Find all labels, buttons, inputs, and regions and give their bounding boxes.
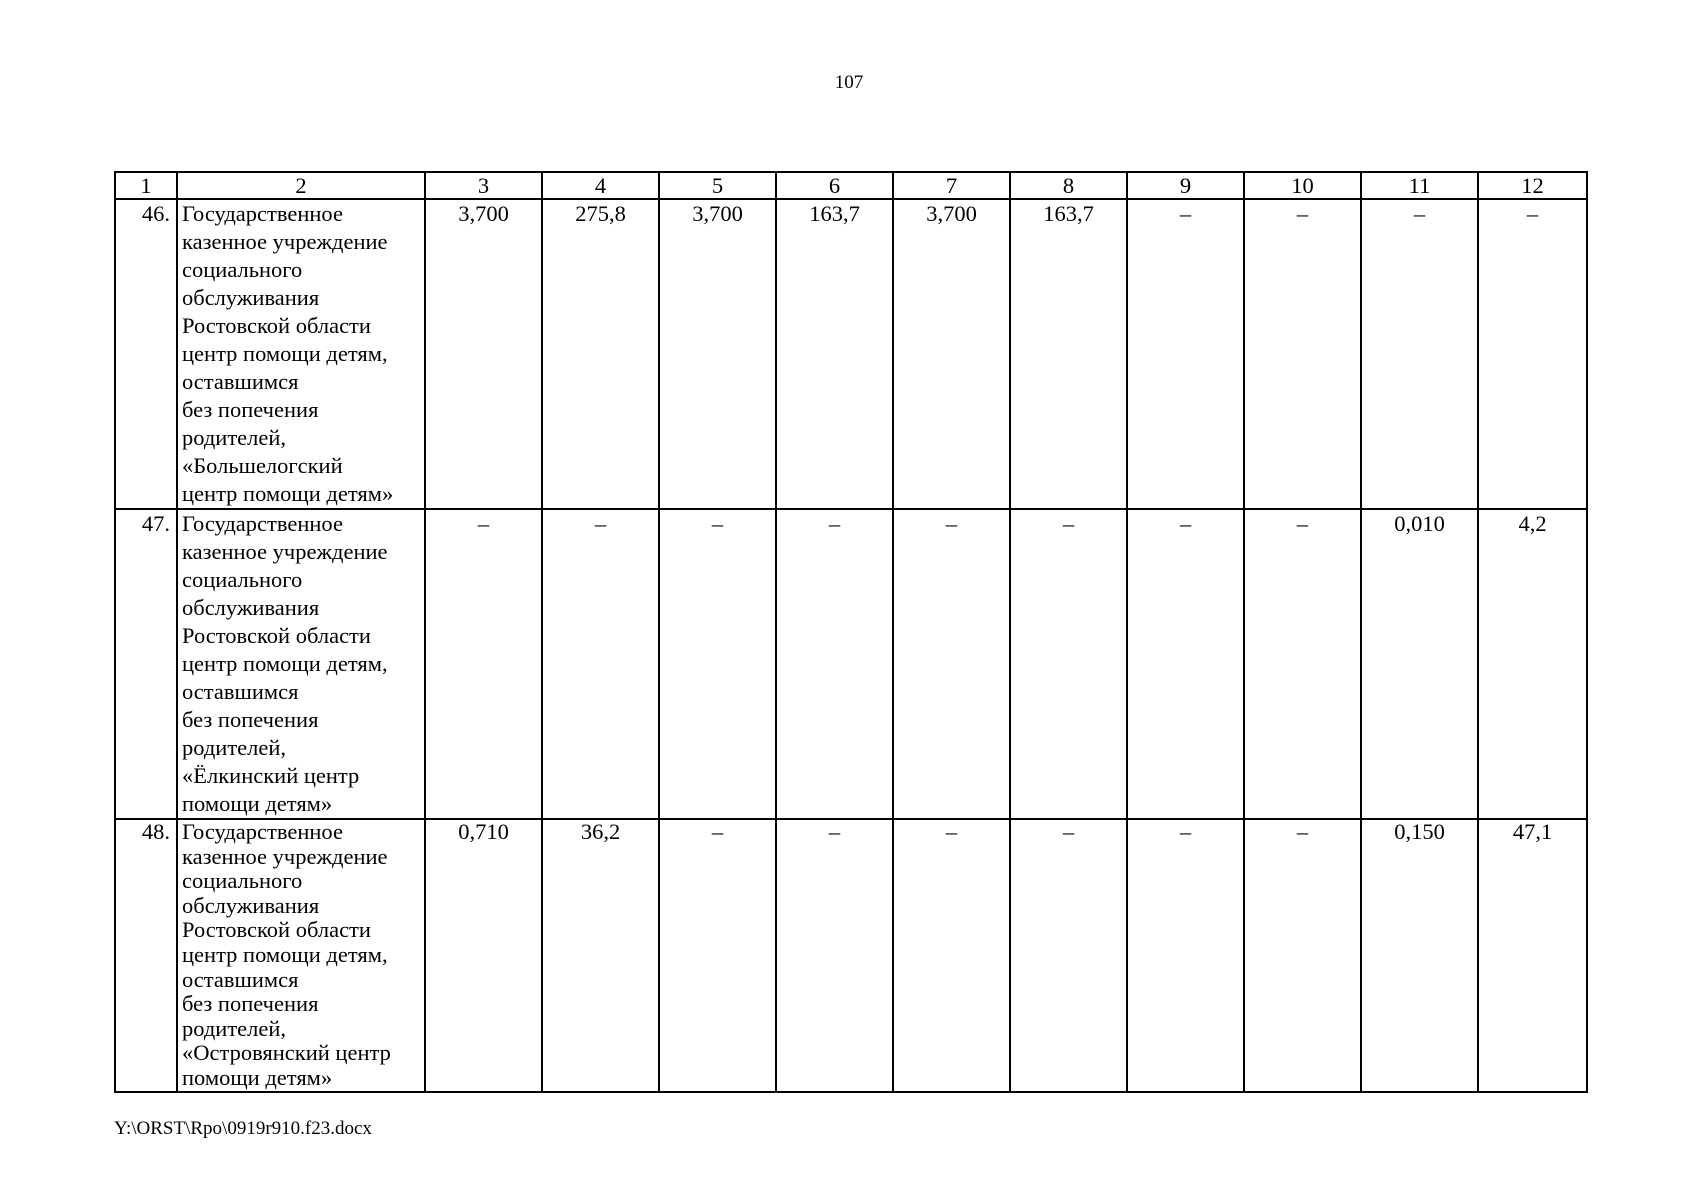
name-line: Государственное	[182, 201, 343, 226]
column-header: 11	[1361, 172, 1478, 199]
row-number: 48.	[115, 819, 177, 1092]
value-cell: –	[1127, 509, 1244, 819]
file-path-footer: Y:\ORST\Rpo\0919r910.f23.docx	[114, 1118, 372, 1139]
table-row	[115, 199, 1587, 509]
value-cell: –	[776, 509, 893, 819]
value-cell: –	[893, 819, 1010, 1092]
institution-name	[177, 199, 425, 509]
value-cell: –	[1244, 819, 1361, 1092]
value-cell: 163,7	[776, 199, 893, 509]
column-header: 8	[1010, 172, 1127, 199]
name-line: центр помощи детям,	[182, 651, 388, 676]
name-line: оставшимся	[182, 679, 299, 704]
value-cell: 4,2	[1478, 509, 1587, 819]
value-cell: 0,010	[1361, 509, 1478, 819]
value-cell: 275,8	[542, 199, 659, 509]
name-line: социального	[182, 567, 303, 592]
value-cell: –	[1478, 199, 1587, 509]
column-header: 2	[177, 172, 425, 199]
institution-name	[177, 819, 425, 1092]
name-line: Государственное	[182, 511, 343, 536]
name-line: «Островянский центр	[182, 1040, 391, 1066]
name-line: «Большелогский	[182, 453, 343, 478]
value-cell: –	[893, 509, 1010, 819]
column-header: 5	[659, 172, 776, 199]
column-header: 7	[893, 172, 1010, 199]
name-line: Ростовской области	[182, 313, 371, 338]
name-line: обслуживания	[182, 285, 320, 310]
name-line: обслуживания	[182, 892, 320, 918]
name-line: центр помощи детям,	[182, 941, 388, 967]
value-cell: –	[542, 509, 659, 819]
value-cell: –	[1244, 509, 1361, 819]
value-cell: 0,710	[425, 819, 542, 1092]
name-line: родителей,	[182, 425, 287, 450]
value-cell: –	[425, 509, 542, 819]
name-line: Ростовской области	[182, 623, 371, 648]
column-header: 10	[1244, 172, 1361, 199]
name-line: помощи детям»	[182, 791, 333, 816]
value-cell: 3,700	[893, 199, 1010, 509]
value-cell: –	[659, 509, 776, 819]
value-cell: 0,150	[1361, 819, 1478, 1092]
column-header: 4	[542, 172, 659, 199]
name-line: социального	[182, 868, 303, 894]
name-line: обслуживания	[182, 595, 320, 620]
name-line: Ростовской области	[182, 917, 371, 943]
name-line: «Ёлкинский центр	[182, 763, 360, 788]
name-line: центр помощи детям»	[182, 481, 394, 506]
name-line: оставшимся	[182, 966, 299, 992]
name-line: оставшимся	[182, 369, 299, 394]
name-line: Государственное	[182, 819, 343, 844]
row-number: 46.	[115, 199, 177, 509]
value-cell: –	[659, 819, 776, 1092]
institution-name	[177, 509, 425, 819]
value-cell: 3,700	[425, 199, 542, 509]
value-cell: 3,700	[659, 199, 776, 509]
column-header: 9	[1127, 172, 1244, 199]
column-header: 12	[1478, 172, 1587, 199]
value-cell: –	[776, 819, 893, 1092]
column-header: 3	[425, 172, 542, 199]
header-row	[115, 172, 1587, 199]
name-line: центр помощи детям,	[182, 341, 388, 366]
name-line: без попечения	[182, 397, 319, 422]
value-cell: –	[1127, 819, 1244, 1092]
value-cell: –	[1010, 509, 1127, 819]
name-line: родителей,	[182, 735, 287, 760]
name-line: родителей,	[182, 1015, 287, 1041]
value-cell: 47,1	[1478, 819, 1587, 1092]
page-number: 107	[834, 72, 864, 93]
name-line: социального	[182, 257, 303, 282]
value-cell: 163,7	[1010, 199, 1127, 509]
value-cell: 36,2	[542, 819, 659, 1092]
row-number: 47.	[115, 509, 177, 819]
name-line: казенное учреждение	[182, 229, 388, 254]
column-header: 6	[776, 172, 893, 199]
data-table	[114, 171, 1588, 1093]
column-header: 1	[115, 172, 177, 199]
name-line: помощи детям»	[182, 1064, 333, 1090]
name-line: казенное учреждение	[182, 539, 388, 564]
name-line: без попечения	[182, 707, 319, 732]
table-row	[115, 819, 1587, 1092]
value-cell: –	[1010, 819, 1127, 1092]
name-line: без попечения	[182, 991, 319, 1017]
value-cell: –	[1127, 199, 1244, 509]
table-row	[115, 509, 1587, 819]
value-cell: –	[1244, 199, 1361, 509]
value-cell: –	[1361, 199, 1478, 509]
name-line: казенное учреждение	[182, 843, 388, 869]
